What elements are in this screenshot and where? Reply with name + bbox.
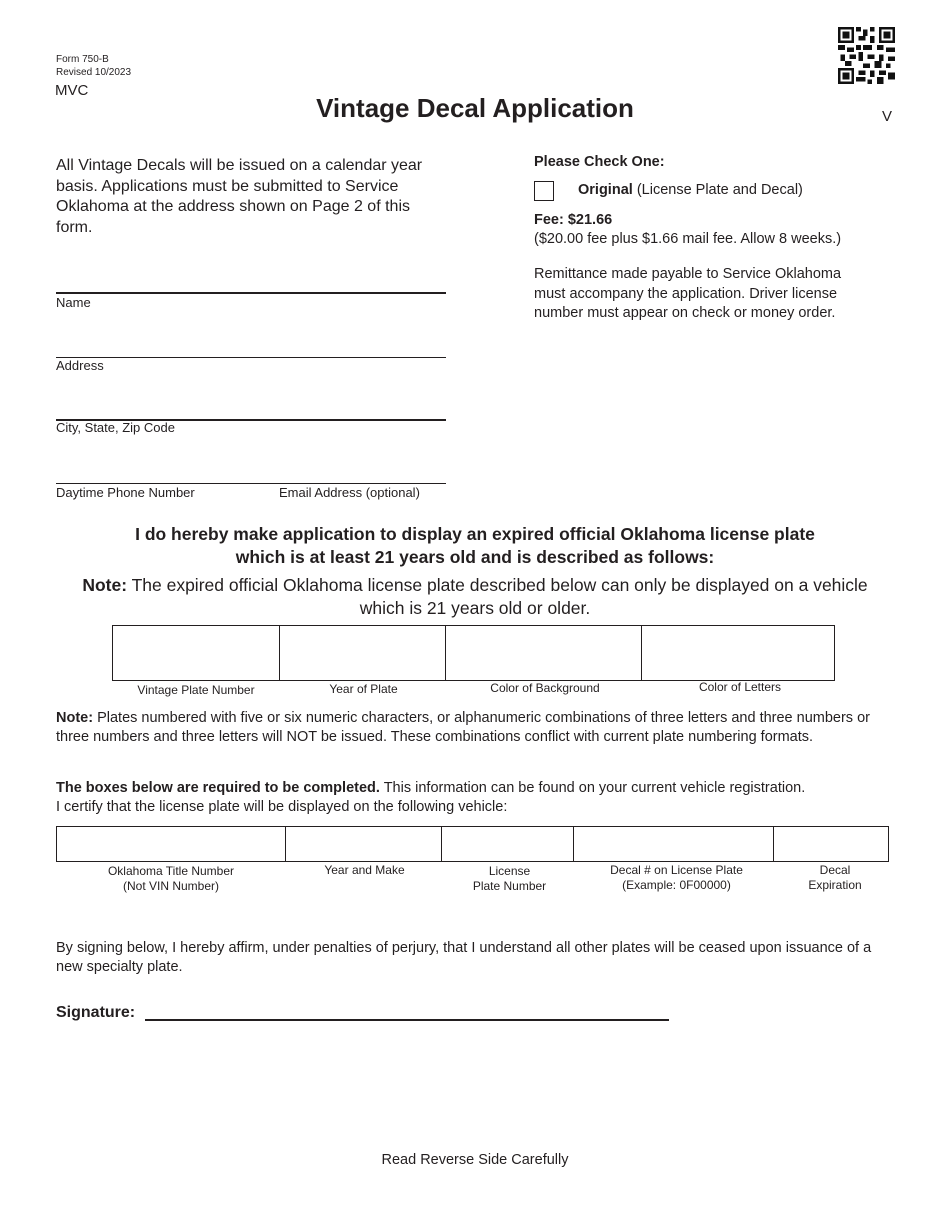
- vehicle-col-label: [576, 863, 777, 893]
- email-label: Email Address (optional): [279, 485, 420, 500]
- revised-date: Revised 10/2023: [56, 67, 132, 78]
- original-option-label: [578, 181, 803, 201]
- vehicle-table: [56, 826, 889, 862]
- license-plate-number-box[interactable]: [442, 827, 574, 862]
- declaration-line-1: I do hereby make application to display an expired official Oklahoma license plate: [135, 524, 815, 544]
- vehicle-col-label-line2: (Not VIN Number): [122, 879, 220, 893]
- vehicle-col-label: [443, 864, 576, 894]
- vehicle-col-label: [56, 864, 286, 894]
- vehicle-col-label-line1: Year and Make: [324, 863, 405, 877]
- plate-col-label: Color of Letters: [698, 680, 782, 694]
- remittance-text: Remittance made payable to Service Oklahoma must accompany the application. Driver license number must appear on check or money order.: [534, 266, 842, 321]
- intro-text: All Vintage Decals will be issued on a calendar year basis. Applications must be submitted to Service Oklahoma at the address shown on Page 2 of this form.: [56, 157, 423, 236]
- plate-note-text: Plates numbered with five or six numeric characters, or alphanumeric combinations of three letters and three numbers or three numbers and three letters will NOT be issued. These combinations conflict with current plate numbering formats.: [56, 710, 870, 745]
- decal-expiration-box[interactable]: [774, 827, 889, 862]
- plate-col-label: Color of Background: [490, 681, 600, 695]
- phone-email-line[interactable]: [56, 483, 446, 484]
- address-label: Address: [56, 358, 104, 373]
- required-bold: The boxes below are required to be completed.: [56, 780, 380, 796]
- required-rest: This information can be found on your current vehicle registration.: [383, 780, 806, 796]
- form-number: Form 750-B: [56, 54, 109, 65]
- background-color-box[interactable]: [446, 626, 642, 681]
- affirmation-text: By signing below, I hereby affirm, under penalties of perjury, that I understand all other plates will be ceased upon issuance of a new specialty plate.: [56, 940, 872, 975]
- vehicle-col-label-line1: Oklahoma Title Number: [107, 864, 235, 878]
- plate-col-label: Year of Plate: [329, 682, 398, 696]
- agency-code: MVC: [55, 82, 89, 99]
- title-number-box[interactable]: [57, 827, 286, 862]
- vehicle-col-label: [777, 863, 893, 893]
- qr-code-icon: [838, 27, 895, 84]
- plate-table: [112, 625, 835, 681]
- check-heading: Please Check One:: [534, 154, 665, 170]
- plate-note-label: Note:: [56, 710, 94, 726]
- phone-label: Daytime Phone Number: [56, 485, 195, 500]
- declaration-note-text: The expired official Oklahoma license plate described below can only be displayed on a vehicle which is 21 years old or older.: [131, 575, 868, 618]
- name-label: Name: [56, 295, 91, 310]
- fee-label: Fee: $21.66: [534, 212, 613, 228]
- footer-text: Read Reverse Side Carefully: [381, 1152, 569, 1168]
- certify-text: I certify that the license plate will be displayed on the following vehicle:: [56, 799, 508, 815]
- city-state-zip-label: City, State, Zip Code: [56, 420, 175, 435]
- signature-line[interactable]: [145, 1019, 669, 1021]
- vintage-plate-number-box[interactable]: [113, 626, 280, 681]
- declaration-line-2: which is at least 21 years old and is described as follows:: [235, 547, 715, 567]
- address-line[interactable]: [56, 357, 446, 358]
- vehicle-col-label-line1: Decal: [819, 863, 851, 877]
- vehicle-col-label: [286, 863, 443, 878]
- declaration-note: [60, 574, 890, 620]
- vehicle-col-label-line2: (Example: 0F00000): [622, 878, 731, 892]
- vehicle-col-label-line2: Expiration: [808, 878, 862, 892]
- original-option-bold: Original: [578, 182, 633, 198]
- vehicle-col-label-line2: Plate Number: [472, 879, 547, 893]
- required-text: [56, 779, 901, 798]
- page-title: Vintage Decal Application: [316, 93, 634, 123]
- original-checkbox[interactable]: [534, 181, 554, 201]
- decal-number-box[interactable]: [574, 827, 774, 862]
- signature-label: Signature:: [56, 1004, 136, 1021]
- name-line[interactable]: [56, 292, 446, 294]
- letters-color-box[interactable]: [642, 626, 835, 681]
- vehicle-col-label-line1: License: [488, 864, 531, 878]
- vehicle-col-label-line1: Decal # on License Plate: [610, 863, 743, 877]
- corner-mark: V: [882, 108, 893, 125]
- plate-note: [56, 709, 901, 747]
- original-option-text: (License Plate and Decal): [636, 182, 803, 198]
- year-make-box[interactable]: [286, 827, 442, 862]
- year-of-plate-box[interactable]: [280, 626, 446, 681]
- plate-col-label: Vintage Plate Number: [137, 683, 255, 697]
- fee-detail: ($20.00 fee plus $1.66 mail fee. Allow 8 weeks.): [534, 231, 842, 247]
- declaration-note-label: Note:: [82, 575, 128, 595]
